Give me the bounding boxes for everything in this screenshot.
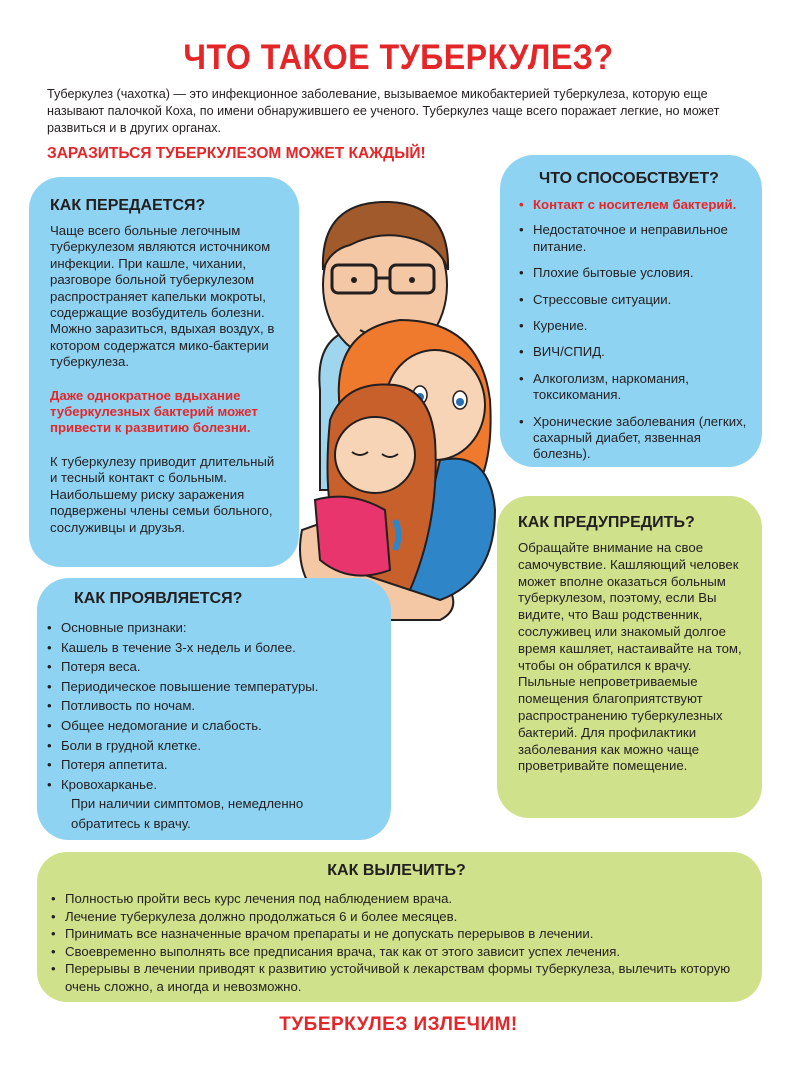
symptoms-list [47,618,381,834]
factors-list [519,197,750,463]
list-item: • Потливость по ночам. [47,696,381,716]
page-title: ЧТО ТАКОЕ ТУБЕРКУЛЕЗ? [183,38,614,77]
list-item: • Принимать все назначенные врачом препараты и не допускать перерывов в лечении. [51,925,742,943]
intro-text: Туберкулез (чахотка) — это инфекционное заболевание, вызываемое микобактерией туберкулеза, которую еще называют палочкой Коха, по имени обнаружившего ее ученого. Туберкулез чаще всего поражает легкие, но может развиться и в других органах. [47,87,720,135]
list-item: • Своевременно выполнять все предписания врача, так как от этого зависит успех лечения. [51,943,742,961]
transmission-panel [29,177,299,567]
cure-heading: КАК ВЫЛЕЧИТЬ? [327,862,466,879]
list-item: • Алкоголизм, наркомания, токсикомания. [519,371,750,404]
list-item: • Лечение туберкулеза должно продолжаться 6 и более месяцев. [51,908,742,926]
transmission-highlight: Даже однократное вдыхание туберкулезных бактерий может привести к развитию болезни. [50,387,258,436]
transmission-text-2: К туберкулезу приводит длительный и тесный контакт с больным. Наибольшему риску заражения подвержены члены семьи больного, сослуживцы и друзья. [50,453,275,535]
family-illustration [290,190,505,630]
list-item: • Кровохарканье. [47,775,381,795]
list-item: • Курение. [519,318,750,334]
factors-highlight: • Контакт с носителем бактерий. [519,197,750,213]
list-item: • Общее недомогание и слабость. [47,716,381,736]
cure-list [51,890,742,996]
list-item: • ВИЧ/СПИД. [519,344,750,360]
factors-heading: ЧТО СПОСОБСТВУЕТ? [539,170,719,187]
list-item: • Недостаточное и неправильное питание. [519,222,750,255]
factors-panel [500,155,762,467]
list-item: • Периодическое повышение температуры. [47,677,381,697]
list-item: • Основные признаки: [47,618,381,638]
list-item: • Полностью пройти весь курс лечения под наблюдением врача. [51,890,742,908]
transmission-text: Чаще всего больные легочным туберкулезом являются источником инфекции. При кашле, чихании, разговоре больной туберкулезом распространяет капельки мокроты, содержащие возбудитель болезни. Можно заразиться, вдыхая воздух, в котором содержатся мико-бактерии туберкулеза. [50,223,275,370]
prevention-heading: КАК ПРЕДУПРЕДИТЬ? [518,514,695,531]
prevention-text: Обращайте внимание на свое самочувствие. Кашляющий человек может вполне оказаться больным туберкулезом, поэтому, если Вы видите, что Ваш родственник, сослуживец или знакомый долгое время кашляет, настаивайте на том, чтобы он обратился к врачу. [518,540,742,673]
list-item: • Потеря веса. [47,657,381,677]
list-item: • Плохие бытовые условия. [519,265,750,281]
cure-panel [37,852,762,1002]
prevention-panel [497,496,762,818]
list-item: • Хронические заболевания (легких, сахарный диабет, язвенная болезнь). [519,414,750,463]
footer-slogan: ТУБЕРКУЛЕЗ ИЗЛЕЧИМ! [279,1014,518,1035]
list-item: • Стрессовые ситуации. [519,292,750,308]
prevention-text-2: Пыльные непроветриваемые помещения благоприятствуют распространению туберкулезных бактерий. Для профилактики заболевания как можно чаще проветривайте помещение. [518,674,723,774]
list-item: • Потеря аппетита. [47,755,381,775]
list-item: • Кашель в течение 3-х недель и более. [47,638,381,658]
list-item: • Перерывы в лечении приводят к развитию устойчивой к лекарствам формы туберкулеза, вылечить которую очень сложно, а иногда и невозможно. [51,960,742,995]
list-item: • Боли в грудной клетке. [47,736,381,756]
symptoms-panel [37,578,391,840]
warning-text: ЗАРАЗИТЬСЯ ТУБЕРКУЛЕЗОМ МОЖЕТ КАЖДЫЙ! [47,145,426,162]
symptoms-note: При наличии симптомов, немедленно обратитесь к врачу. [71,796,304,831]
transmission-heading: КАК ПЕРЕДАЕТСЯ? [50,197,206,214]
symptoms-heading: КАК ПРОЯВЛЯЕТСЯ? [74,590,243,607]
